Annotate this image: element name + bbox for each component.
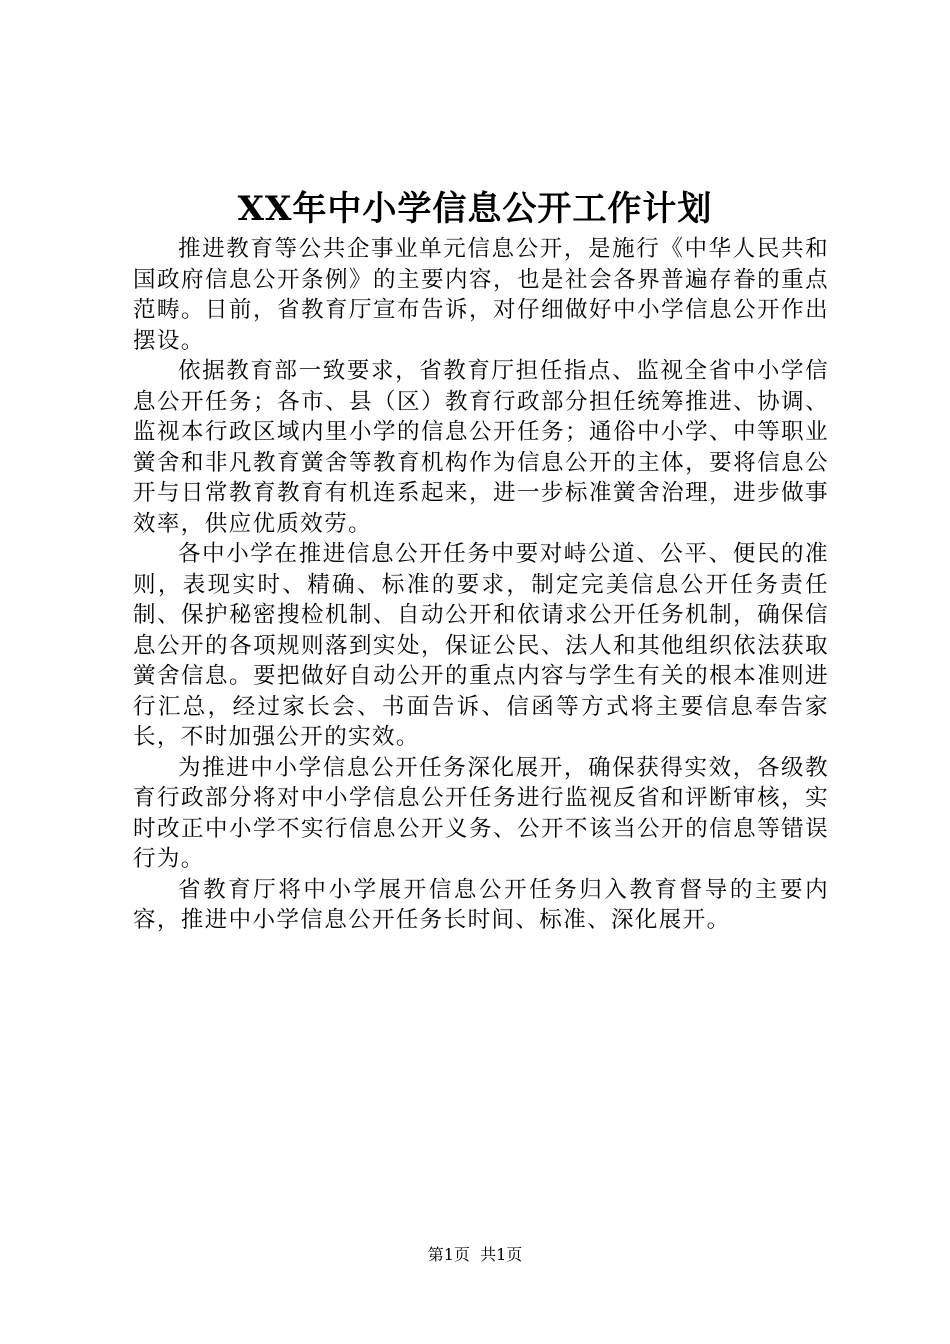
page-number: 第1页 — [427, 1245, 470, 1264]
document-body — [133, 234, 829, 936]
document-title: XX年中小学信息公开工作计划 — [237, 189, 713, 229]
paragraph-2: 依据教育部一致要求，省教育厅担任指点、监视全省中小学信息公开任务；各市、县（区）教育行政部分担任统筹推进、协调、监视本行政区域内里小学的信息公开任务；通俗中小学、中等职业黉舍和非凡教育黉舍等教育机构作为信息公开的主体，要将信息公开与日常教育教育有机连系起来，进一步标准黉舍治理，进步做事效率，供应优质效劳。 — [133, 358, 829, 537]
paragraph-3: 各中小学在推进信息公开任务中要对峙公道、公平、便民的准则，表现实时、精确、标准的要求，制定完美信息公开任务责任制、保护秘密搜检机制、自动公开和依请求公开任务机制，确保信息公开的各项规则落到实处，保证公民、法人和其他组织依法获取黉舍信息。要把做好自动公开的重点内容与学生有关的根本准则进行汇总，经过家长会、书面告诉、信函等方式将主要信息奉告家长，不时加强公开的实效。 — [133, 541, 829, 750]
page-total: 共1页 — [480, 1245, 523, 1264]
paragraph-5: 省教育厅将中小学展开信息公开任务归入教育督导的主要内容，推进中小学信息公开任务长时间、标准、深化展开。 — [133, 876, 829, 933]
page-footer — [0, 1245, 950, 1265]
paragraph-1: 推进教育等公共企事业单元信息公开，是施行《中华人民共和国政府信息公开条例》的主要内容，也是社会各界普遍存眷的重点范畴。日前，省教育厅宣布告诉，对仔细做好中小学信息公开作出摆设。 — [133, 236, 829, 354]
paragraph-4: 为推进中小学信息公开任务深化展开，确保获得实效，各级教育行政部分将对中小学信息公开任务进行监视反省和评断审核，实时改正中小学不实行信息公开义务、公开不该当公开的信息等错误行为。 — [133, 754, 829, 872]
footer-spacer — [470, 1245, 480, 1264]
